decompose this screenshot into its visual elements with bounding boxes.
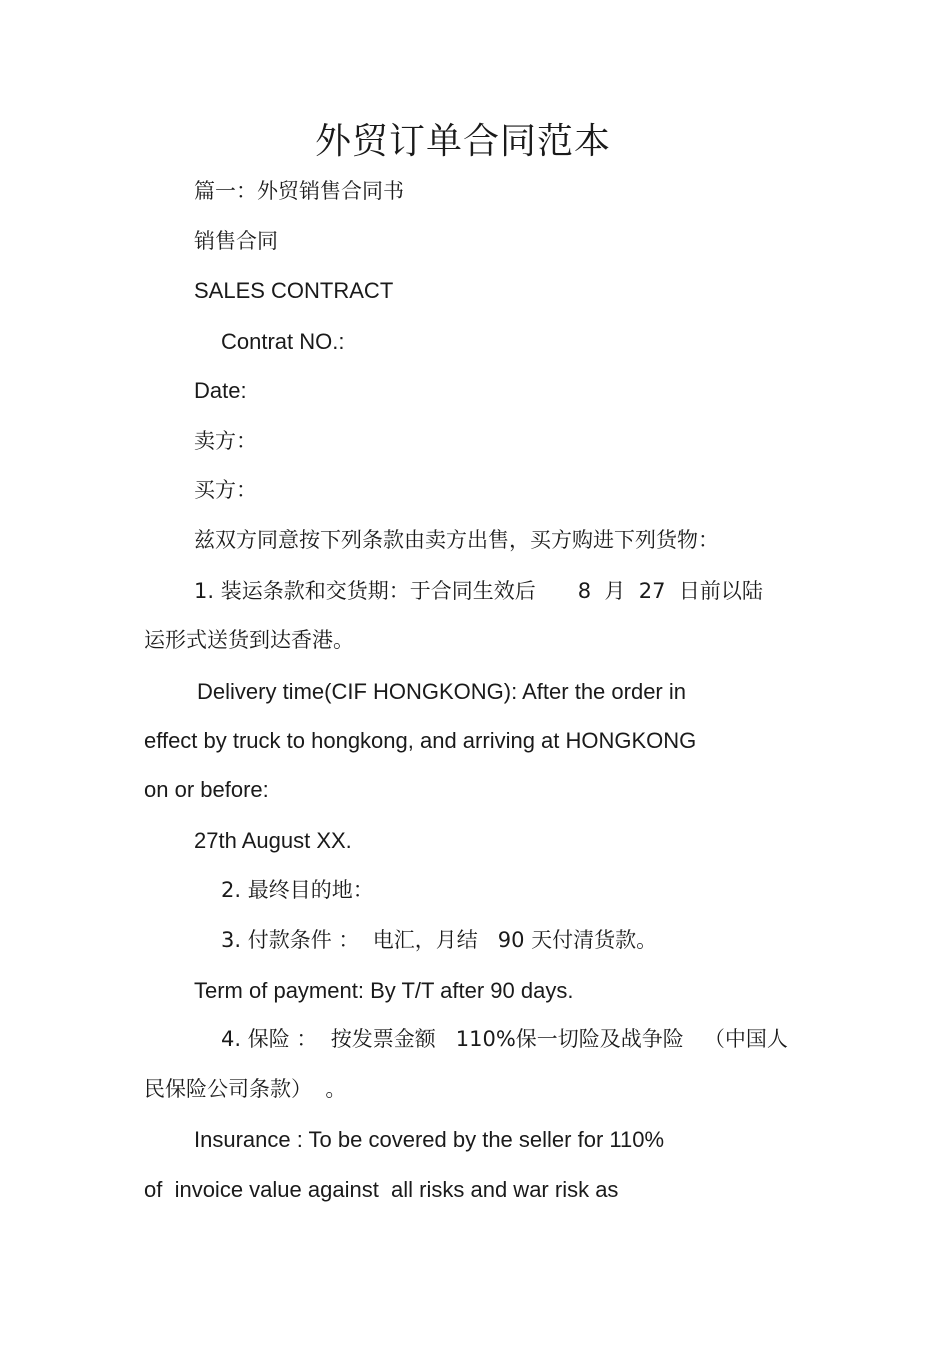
seller-label: 卖方： bbox=[194, 429, 257, 453]
clause-4-en-line-1: Insurance : To be covered by the seller for 110% bbox=[194, 1127, 665, 1152]
clause-2: 2. 最终目的地： bbox=[221, 878, 374, 902]
clause-1-en-line-2: effect by truck to hongkong, and arriving at HONGKONG bbox=[144, 728, 697, 753]
clause-3-cn: 3. 付款条件 ： 电汇，月结 90 天付清货款。 bbox=[221, 928, 658, 952]
document-title: 外贸订单合同范本 bbox=[314, 121, 611, 162]
contract-number-label: Contrat NO.: bbox=[221, 329, 345, 354]
buyer-label: 买方： bbox=[194, 478, 257, 502]
clause-4-en-line-2: of invoice value against all risks and war risk as bbox=[144, 1177, 619, 1202]
date-label: Date: bbox=[194, 378, 247, 403]
section-heading: 篇一：外贸销售合同书 bbox=[194, 179, 404, 203]
contract-heading-en: SALES CONTRACT bbox=[194, 278, 394, 303]
clause-1-en-line-1: Delivery time(CIF HONGKONG): After the order in bbox=[197, 679, 686, 704]
contract-heading-cn: 销售合同 bbox=[194, 229, 278, 253]
clause-1-en-line-3: on or before: bbox=[144, 777, 269, 802]
agreement-statement: 兹双方同意按下列条款由卖方出售，买方购进下列货物： bbox=[194, 528, 719, 552]
clause-3-en: Term of payment: By T/T after 90 days. bbox=[194, 978, 574, 1003]
clause-1-cn-line-1: 1. 装运条款和交货期：于合同生效后 8 月 27 日前以陆 bbox=[194, 579, 763, 603]
clause-4-cn-line-1: 4. 保险 ： 按发票金额 110%保一切险及战争险 （中国人 bbox=[221, 1027, 788, 1051]
clause-1-en-date: 27th August XX. bbox=[194, 828, 352, 853]
clause-4-cn-line-2: 民保险公司条款） 。 bbox=[144, 1077, 347, 1101]
clause-1-cn-line-2: 运形式送货到达香港。 bbox=[144, 628, 354, 652]
